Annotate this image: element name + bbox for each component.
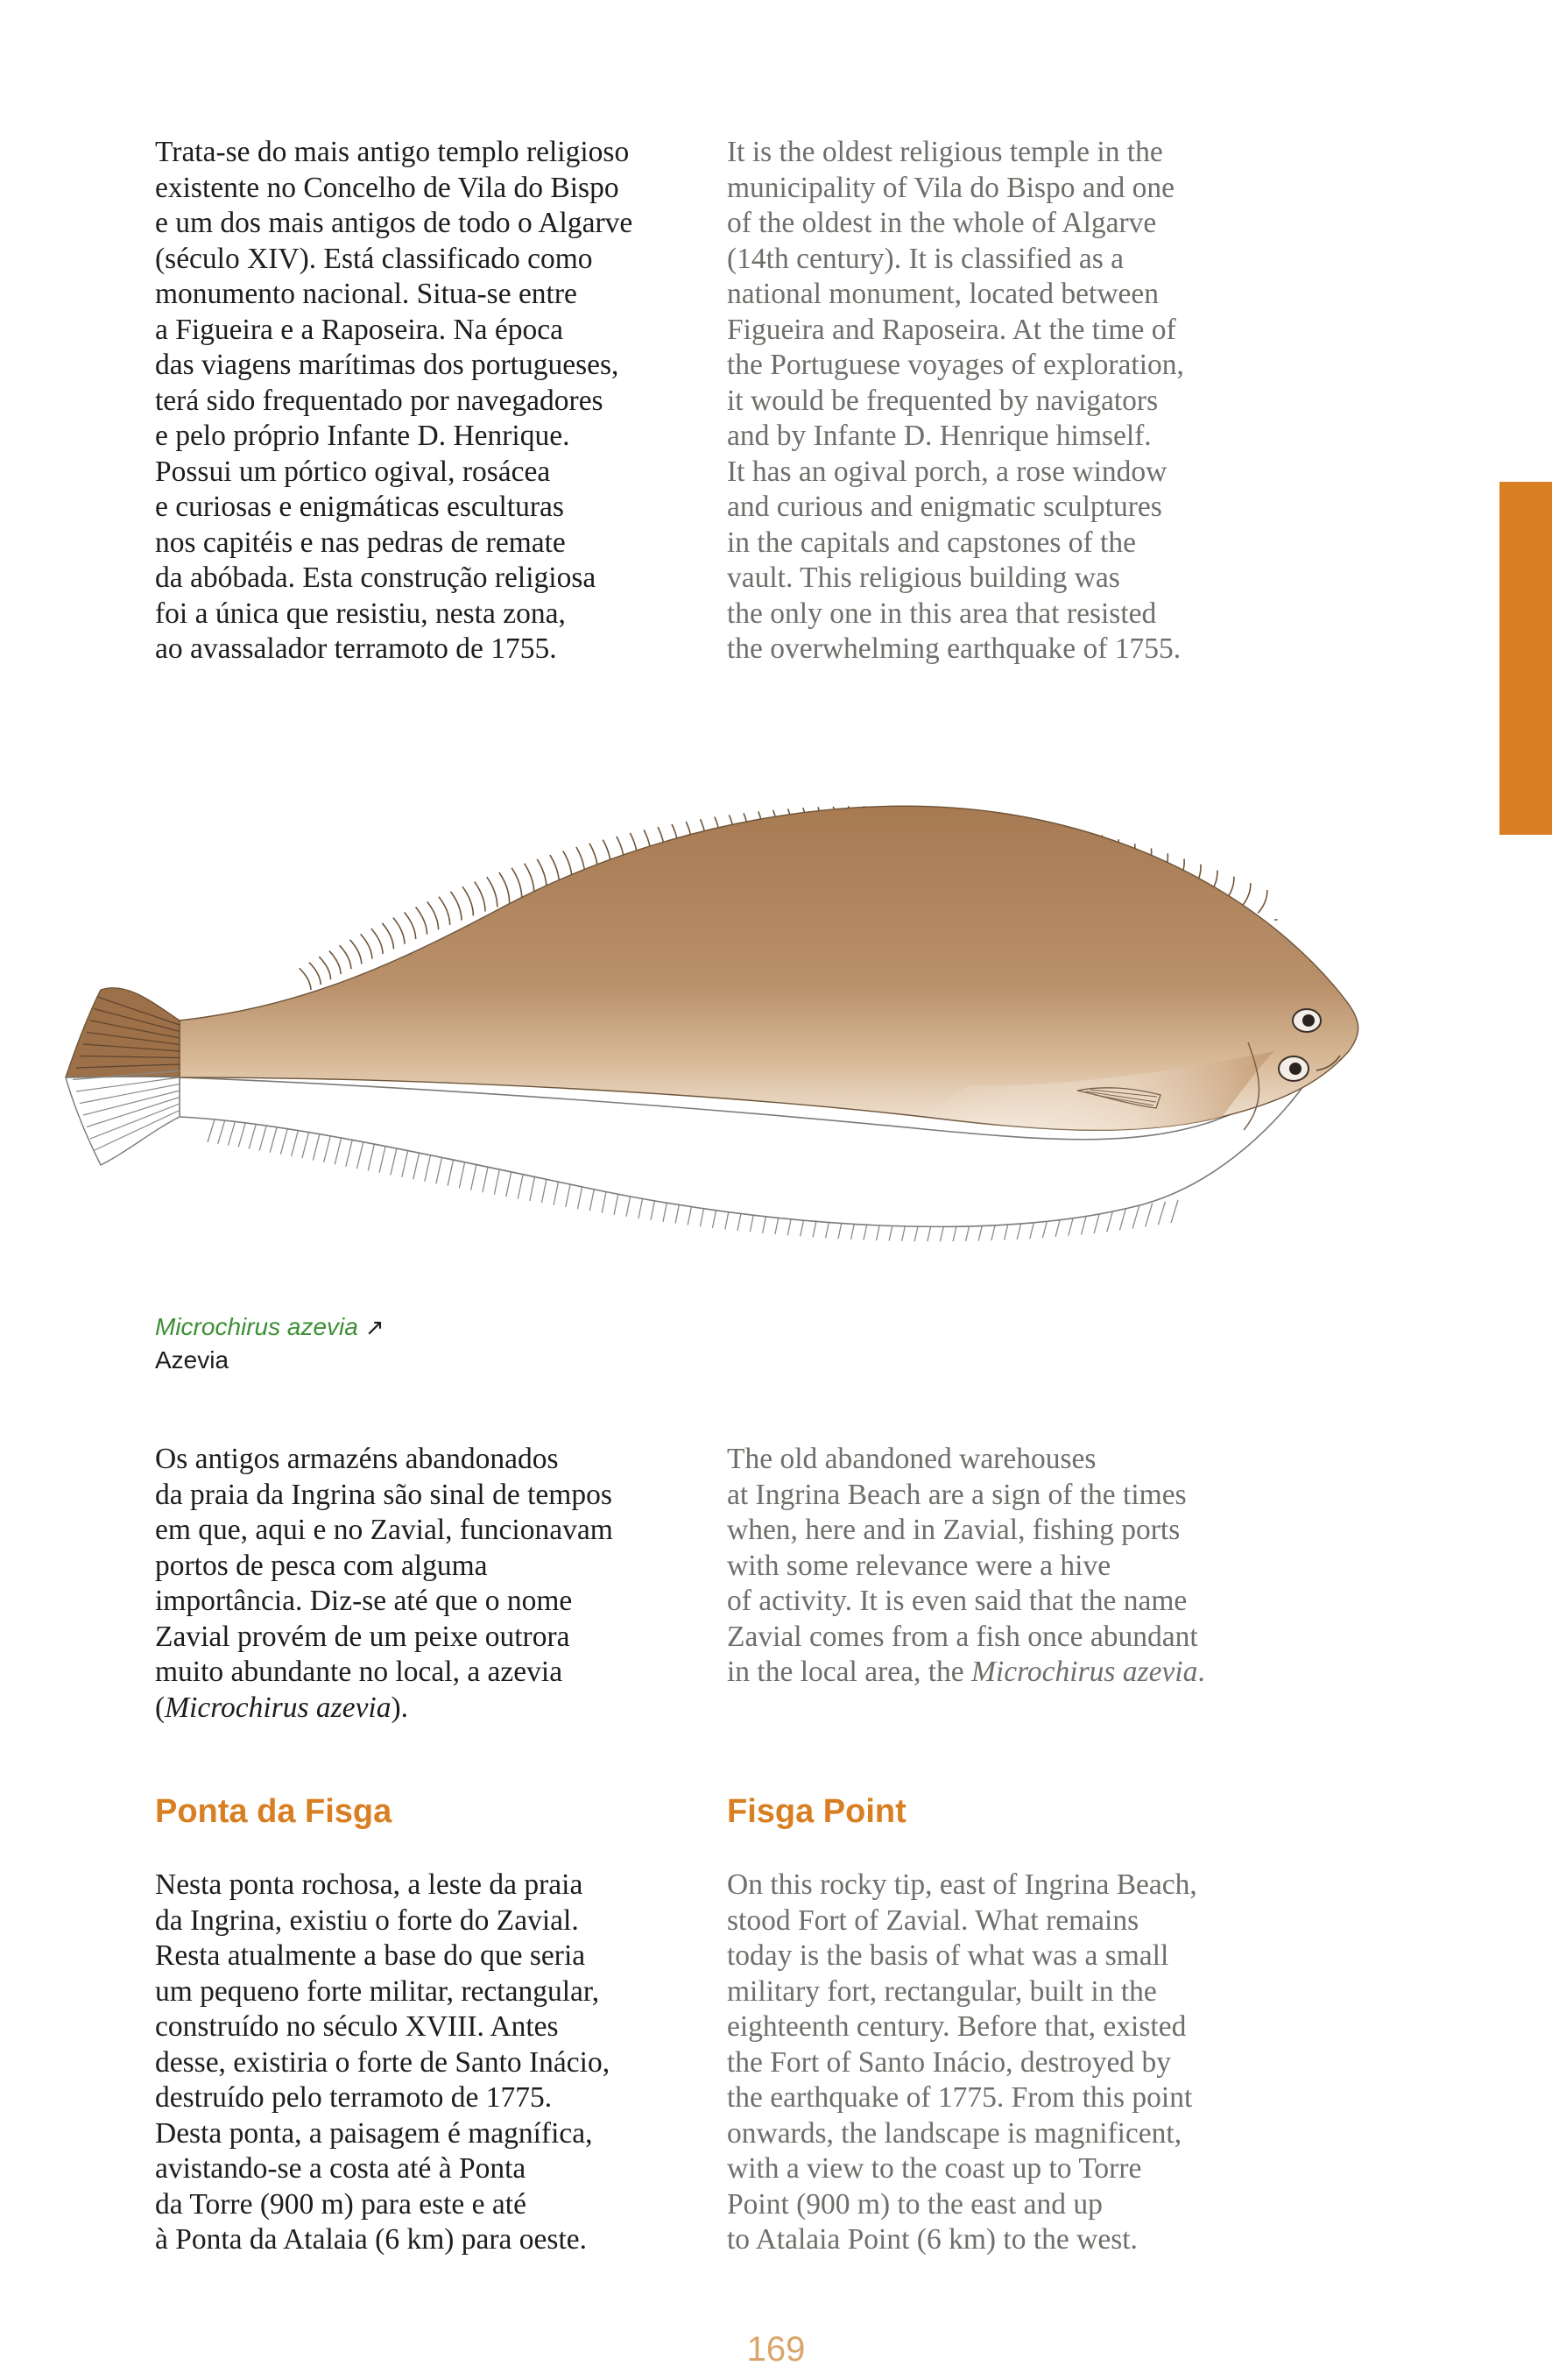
fin-ray xyxy=(475,882,485,912)
fin-ray xyxy=(346,1138,353,1167)
external-link-icon[interactable]: ↗ xyxy=(364,1314,384,1340)
text-segment: . xyxy=(1197,1656,1205,1688)
text-line: um pequeno forte militar, rectangular, xyxy=(155,1974,600,2008)
text-line: stood Fort of Zavial. What remains xyxy=(727,1903,1139,1937)
text-line: (século XIV). Está classificado como xyxy=(155,242,593,275)
text-line: muito abundante no local, a azevia xyxy=(155,1656,563,1688)
fin-ray xyxy=(1171,1200,1178,1223)
fisga-paragraph-en xyxy=(727,1868,1296,2258)
species-common-name: Azevia xyxy=(155,1346,229,1374)
text-line: Possui um pórtico ogival, rosácea xyxy=(155,455,551,488)
text-line: existente no Concelho de Vila do Bispo xyxy=(155,171,619,204)
text-line: in the capitals and capstones of the xyxy=(727,526,1136,559)
text-line: das viagens marítimas dos portugueses, xyxy=(155,349,619,381)
intro-paragraph-en xyxy=(727,135,1296,667)
fin-ray xyxy=(382,923,393,949)
text-line: da abóbada. Esta construção religiosa xyxy=(155,561,596,594)
page-number: 169 xyxy=(746,2330,806,2369)
text-line: à Ponta da Atalaia (6 km) para oeste. xyxy=(155,2223,588,2256)
fin-ray xyxy=(1146,1204,1153,1227)
fin-ray xyxy=(335,1136,342,1164)
text-line: Zavial comes from a fish once abundant xyxy=(727,1620,1198,1653)
fish-illustration xyxy=(48,718,1414,1367)
text-line: municipality of Vila do Bispo and one xyxy=(727,171,1175,204)
text-line: portos de pesca com alguma xyxy=(155,1549,488,1582)
text-line: the overwhelming earthquake of 1755. xyxy=(727,632,1182,665)
text-segment: in the local area, the xyxy=(727,1656,972,1688)
fin-ray xyxy=(249,1124,256,1148)
text-line: Os antigos armazéns abandonados xyxy=(155,1443,559,1475)
heading-ponta-da-fisga: Ponta da Fisga xyxy=(155,1793,392,1830)
text-line: e curiosas e enigmáticas esculturas xyxy=(155,491,564,523)
text-line: and curious and enigmatic sculptures xyxy=(727,491,1162,523)
text-line: when, here and in Zavial, fishing ports xyxy=(727,1514,1181,1546)
text-line: nos capitéis e nas pedras de remate xyxy=(155,526,566,559)
species-italic: Microchirus azevia xyxy=(165,1691,392,1724)
paren-open: ( xyxy=(155,1691,166,1724)
fisga-paragraph-pt xyxy=(155,1868,716,2258)
fin-ray xyxy=(324,1134,331,1162)
fin-ray xyxy=(1132,1204,1139,1229)
text-line: eighteenth century. Before that, existed xyxy=(727,2010,1187,2043)
text-line: onwards, the landscape is magnificent, xyxy=(727,2116,1182,2150)
text-line: of activity. It is even said that the name xyxy=(727,1585,1188,1617)
fin-ray xyxy=(302,1131,309,1158)
text-line: Trata-se do mais antigo templo religioso xyxy=(155,136,630,168)
fin-ray xyxy=(270,1126,277,1152)
fin-ray xyxy=(379,1143,386,1173)
text-line: of the oldest in the whole of Algarve xyxy=(727,207,1157,239)
text-line: terá sido frequentado por navegadores xyxy=(155,384,603,417)
heading-fisga-point: Fisga Point xyxy=(727,1793,907,1830)
text-line: foi a única que resistiu, nesta zona, xyxy=(155,597,566,630)
text-line: It has an ogival porch, a rose window xyxy=(727,455,1168,488)
text-line: Figueira and Raposeira. At the time of xyxy=(727,313,1176,346)
fin-ray xyxy=(487,877,497,907)
fin-ray xyxy=(292,1130,299,1156)
text-line: em que, aqui e no Zavial, funcionavam xyxy=(155,1514,613,1546)
fin-ray xyxy=(511,868,522,899)
text-line: desse, existiria o forte de Santo Inácio, xyxy=(155,2045,610,2079)
intro-text-en xyxy=(727,135,1296,667)
warehouses-text-pt xyxy=(155,1442,716,1726)
fin-ray xyxy=(357,1140,364,1169)
text-line: Resta atualmente a base do que seria xyxy=(155,1939,586,1972)
fin-ray xyxy=(280,1128,287,1155)
text-line: Point (900 m) to the east and up xyxy=(727,2187,1103,2221)
intro-paragraph-pt xyxy=(155,135,716,667)
fin-ray xyxy=(228,1122,235,1146)
fin-ray xyxy=(405,913,416,940)
fin-ray xyxy=(309,963,321,985)
text-line: with a view to the coast up to Torre xyxy=(727,2152,1142,2185)
fin-ray xyxy=(208,1119,215,1142)
text-line: da Ingrina, existiu o forte do Zavial. xyxy=(155,1903,579,1937)
text-line: ao avassalador terramoto de 1755. xyxy=(155,632,557,665)
species-italic: Microchirus azevia xyxy=(971,1656,1198,1688)
fin-ray xyxy=(451,892,462,921)
text-line xyxy=(155,1691,716,1727)
text-line: e pelo próprio Infante D. Henrique. xyxy=(155,420,570,452)
species-latin-label: Microchirus azevia xyxy=(155,1313,358,1340)
text-line: the Fort of Santo Inácio, destroyed by xyxy=(727,2045,1172,2079)
fin-ray xyxy=(238,1123,245,1148)
fisga-text-pt xyxy=(155,1868,716,2258)
fin-ray xyxy=(416,908,427,935)
text-line: It is the oldest religious temple in the xyxy=(727,136,1163,168)
text-line: and by Infante D. Henrique himself. xyxy=(727,420,1152,452)
section-tab xyxy=(1499,482,1552,835)
fin-ray xyxy=(439,897,450,925)
warehouses-text-en xyxy=(727,1442,1296,1691)
text-line: importância. Diz-se até que o nome xyxy=(155,1585,573,1617)
fin-ray xyxy=(319,957,330,979)
fin-ray xyxy=(499,872,510,903)
fin-ray xyxy=(371,929,383,954)
fin-ray xyxy=(427,902,439,930)
fisga-text-en xyxy=(727,1868,1296,2258)
text-line: at Ingrina Beach are a sign of the times xyxy=(727,1478,1187,1511)
text-line: Zavial provém de um peixe outrora xyxy=(155,1620,570,1653)
text-line: avistando-se a costa até à Ponta xyxy=(155,2152,526,2185)
text-line: da Torre (900 m) para este e até xyxy=(155,2187,526,2221)
fin-ray xyxy=(1258,890,1267,914)
text-line: the earthquake of 1775. From this point xyxy=(727,2081,1193,2114)
text-line: the only one in this area that resisted xyxy=(727,597,1157,630)
fin-ray xyxy=(313,1133,320,1160)
text-line: military fort, rectangular, built in the xyxy=(727,1974,1157,2008)
text-line: On this rocky tip, east of Ingrina Beach, xyxy=(727,1868,1197,1901)
text-line: Desta ponta, a paisagem é magnífica, xyxy=(155,2116,593,2150)
tail-fin xyxy=(66,988,180,1165)
fin-ray xyxy=(300,968,311,990)
fin-ray xyxy=(259,1126,266,1151)
text-line: the Portuguese voyages of exploration, xyxy=(727,349,1184,381)
fin-ray xyxy=(350,940,362,964)
text-line: today is the basis of what was a small xyxy=(727,1939,1169,1972)
fin-ray xyxy=(340,945,351,969)
text-line: da praia da Ingrina são sinal de tempos xyxy=(155,1478,612,1511)
fin-ray xyxy=(361,934,372,958)
text-line: it would be frequented by navigators xyxy=(727,384,1159,417)
text-line: (14th century). It is classified as a xyxy=(727,242,1125,275)
text-line: monumento nacional. Situa-se entre xyxy=(155,278,577,310)
species-latin-name xyxy=(155,1313,384,1341)
text-line: The old abandoned warehouses xyxy=(727,1443,1097,1475)
paren-close: ). xyxy=(391,1691,409,1724)
fin-ray xyxy=(393,918,405,944)
text-line: construído no século XVIII. Antes xyxy=(155,2010,559,2043)
fin-ray xyxy=(462,886,473,915)
fin-ray xyxy=(368,1141,375,1171)
text-line: Nesta ponta rochosa, a leste da praia xyxy=(155,1868,583,1901)
text-line: to Atalaia Point (6 km) to the west. xyxy=(727,2223,1138,2256)
fin-ray xyxy=(525,864,534,895)
fin-ray xyxy=(329,951,341,975)
intro-text-pt xyxy=(155,135,716,667)
text-line: vault. This religious building was xyxy=(727,561,1120,594)
text-line: national monument, located between xyxy=(727,278,1160,310)
fin-ray xyxy=(218,1120,225,1144)
text-line: e um dos mais antigos de todo o Algarve xyxy=(155,207,633,239)
text-line xyxy=(727,1655,1296,1691)
text-line: with some relevance were a hive xyxy=(727,1549,1111,1582)
text-line: destruído pelo terramoto de 1775. xyxy=(155,2081,553,2114)
text-line: a Figueira e a Raposeira. Na época xyxy=(155,313,563,346)
fin-ray xyxy=(1158,1202,1165,1225)
warehouses-paragraph-pt xyxy=(155,1442,716,1726)
warehouses-paragraph-en xyxy=(727,1442,1296,1691)
fin-ray xyxy=(1241,883,1250,907)
